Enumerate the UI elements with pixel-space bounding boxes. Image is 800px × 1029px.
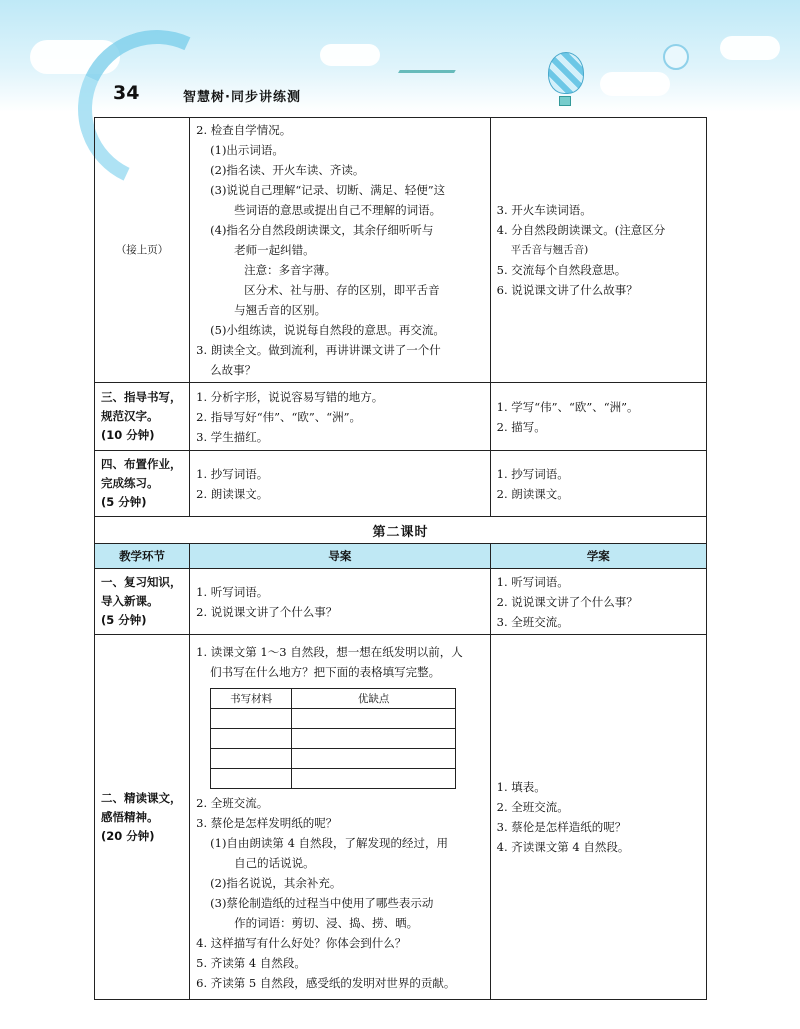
step-cell bbox=[95, 383, 190, 451]
guide-line: 4. 这样描写有什么好处？你体会到什么？ bbox=[196, 935, 407, 950]
guide-cell bbox=[190, 635, 490, 1000]
learn-line: 4. 分自然段朗读课文。(注意区分 bbox=[496, 223, 666, 237]
column-header-step: 教学环节 bbox=[95, 544, 190, 569]
step-line: 导入新课。 bbox=[101, 594, 159, 608]
table-row bbox=[95, 635, 707, 1000]
book-title: 智慧树·同步讲练测 bbox=[183, 90, 301, 105]
learn-line: 3. 全班交流。 bbox=[496, 614, 569, 629]
guide-line: (3)说说自己理解“记录、切断、满足、轻便”这 bbox=[210, 183, 446, 197]
learn-line: 平舌音与翘舌音) bbox=[510, 244, 589, 256]
balloon-basket-icon bbox=[559, 96, 571, 106]
guide-cell bbox=[190, 451, 490, 517]
cloud-decoration bbox=[720, 36, 780, 60]
guide-line: 3. 蔡伦是怎样发明纸的呢？ bbox=[196, 815, 338, 830]
learn-cell bbox=[490, 635, 706, 1000]
page-header bbox=[0, 0, 800, 112]
table-header-row bbox=[95, 544, 707, 569]
learn-line: 6. 说说课文讲了什么故事？ bbox=[496, 283, 638, 297]
learn-line: 3. 开火车读词语。 bbox=[496, 203, 592, 217]
guide-line: 1. 读课文第 1～3 自然段，想一想在纸发明以前，人 bbox=[196, 644, 463, 659]
guide-line: 1. 抄写词语。 bbox=[196, 466, 269, 481]
step-line: 规范汉字。 bbox=[101, 409, 159, 423]
guide-cell bbox=[190, 118, 490, 383]
guide-line: 3. 学生描红。 bbox=[196, 429, 269, 444]
guide-line: 2. 全班交流。 bbox=[196, 795, 269, 810]
guide-line: 2. 检查自学情况。 bbox=[196, 123, 292, 137]
guide-line: 1. 听写词语。 bbox=[196, 584, 269, 599]
guide-line: 3. 朗读全文。做到流利，再讲讲课文讲了一个什 bbox=[196, 343, 441, 357]
column-header-guide: 导案 bbox=[190, 544, 490, 569]
fill-table-blank[interactable] bbox=[292, 708, 456, 728]
column-header-learn: 学案 bbox=[490, 544, 706, 569]
table-row bbox=[95, 383, 707, 451]
learn-line: 5. 交流每个自然段意思。 bbox=[496, 263, 627, 277]
step-cell bbox=[95, 635, 190, 1000]
guide-line: (2)指名读、开火车读、齐读。 bbox=[210, 163, 365, 177]
step-line: 四、布置作业， bbox=[101, 457, 182, 471]
page-number: 34 bbox=[113, 82, 140, 104]
guide-line: 6. 齐读第 5 自然段，感受纸的发明对世界的贡献。 bbox=[196, 975, 456, 990]
learn-cell bbox=[490, 569, 706, 635]
learn-line: 2. 全班交流。 bbox=[496, 800, 569, 814]
guide-line: (3)蔡伦制造纸的过程当中使用了哪些表示动 bbox=[210, 895, 434, 910]
step-cell bbox=[95, 118, 190, 383]
guide-line: 老师一起纠错。 bbox=[234, 243, 315, 257]
step-line: 一、复习知识， bbox=[101, 575, 182, 589]
continued-label: （接上页） bbox=[115, 243, 169, 256]
learn-line: 3. 蔡伦是怎样造纸的呢？ bbox=[496, 820, 627, 834]
table-row bbox=[95, 569, 707, 635]
fill-table-blank[interactable] bbox=[292, 768, 456, 788]
fill-table-blank[interactable] bbox=[211, 748, 292, 768]
hot-air-balloon-icon bbox=[548, 52, 584, 94]
guide-line: (1)自由朗读第 4 自然段，了解发现的经过，用 bbox=[210, 835, 449, 850]
cloud-decoration bbox=[600, 72, 670, 96]
learn-line: 1. 填表。 bbox=[496, 780, 546, 794]
guide-line: 区分术、社与册、存的区别，即平舌音 bbox=[244, 283, 440, 297]
cloud-decoration bbox=[320, 44, 380, 66]
guide-line: 与翘舌音的区别。 bbox=[234, 303, 327, 317]
glider-illustration bbox=[384, 70, 456, 97]
guide-line: (4)指名分自然段朗读课文，其余仔细听听与 bbox=[210, 223, 434, 237]
learn-line: 2. 描写。 bbox=[496, 419, 546, 434]
guide-line: (1)出示词语。 bbox=[210, 143, 284, 157]
fill-table-blank[interactable] bbox=[211, 768, 292, 788]
learn-cell bbox=[490, 451, 706, 517]
guide-line: 么故事？ bbox=[210, 363, 257, 377]
guide-cell bbox=[190, 383, 490, 451]
guide-line: 些词语的意思或提出自己不理解的词语。 bbox=[234, 203, 442, 217]
learn-line: 1. 抄写词语。 bbox=[496, 466, 569, 481]
fill-in-table bbox=[210, 688, 456, 789]
guide-line: 1. 分析字形，说说容易写错的地方。 bbox=[196, 389, 384, 404]
table-row bbox=[95, 118, 707, 383]
guide-line: 自己的话说说。 bbox=[234, 855, 315, 870]
fill-table-blank[interactable] bbox=[292, 748, 456, 768]
learn-line: 2. 说说课文讲了个什么事？ bbox=[496, 594, 638, 609]
learn-line: 2. 朗读课文。 bbox=[496, 486, 569, 501]
guide-cell bbox=[190, 569, 490, 635]
step-cell bbox=[95, 451, 190, 517]
learn-cell bbox=[490, 383, 706, 451]
lesson-title: 第二课时 bbox=[95, 517, 707, 544]
guide-line: 2. 朗读课文。 bbox=[196, 486, 269, 501]
learn-line: 4. 齐读课文第 4 自然段。 bbox=[496, 840, 630, 854]
table-row bbox=[95, 451, 707, 517]
step-line: (5 分钟) bbox=[101, 495, 147, 509]
step-line: 二、精读课文， bbox=[101, 790, 182, 805]
step-cell bbox=[95, 569, 190, 635]
fill-table-blank[interactable] bbox=[211, 708, 292, 728]
guide-line: (2)指名说说，其余补充。 bbox=[210, 875, 342, 890]
lesson-plan-table bbox=[94, 117, 707, 1000]
fill-table-header-material: 书写材料 bbox=[211, 688, 292, 708]
step-line: 三、指导书写， bbox=[101, 390, 182, 404]
guide-line: 们书写在什么地方？把下面的表格填写完整。 bbox=[210, 664, 441, 679]
step-line: 完成练习。 bbox=[101, 476, 159, 490]
guide-line: 2. 说说课文讲了个什么事？ bbox=[196, 604, 338, 619]
fill-table-blank[interactable] bbox=[292, 728, 456, 748]
learn-cell bbox=[490, 118, 706, 383]
learn-line: 1. 学写“伟”、“欧”、“洲”。 bbox=[496, 399, 639, 414]
guide-line: (5)小组练读，说说每自然段的意思。再交流。 bbox=[210, 323, 445, 337]
step-line: 感悟精神。 bbox=[101, 809, 159, 824]
guide-line: 2. 指导写好“伟”、“欧”、“洲”。 bbox=[196, 409, 362, 424]
sun-icon bbox=[663, 44, 689, 70]
guide-line: 5. 齐读第 4 自然段。 bbox=[196, 955, 306, 970]
step-line: (20 分钟) bbox=[101, 828, 155, 843]
step-line: (10 分钟) bbox=[101, 428, 155, 442]
fill-table-header-pros-cons: 优缺点 bbox=[292, 688, 456, 708]
table-row bbox=[95, 517, 707, 544]
learn-line: 1. 听写词语。 bbox=[496, 574, 569, 589]
guide-line: 注意：多音字薄。 bbox=[244, 263, 337, 277]
guide-line: 作的词语：剪切、浸、捣、捞、晒。 bbox=[234, 915, 419, 930]
fill-table-blank[interactable] bbox=[211, 728, 292, 748]
step-line: (5 分钟) bbox=[101, 613, 147, 627]
